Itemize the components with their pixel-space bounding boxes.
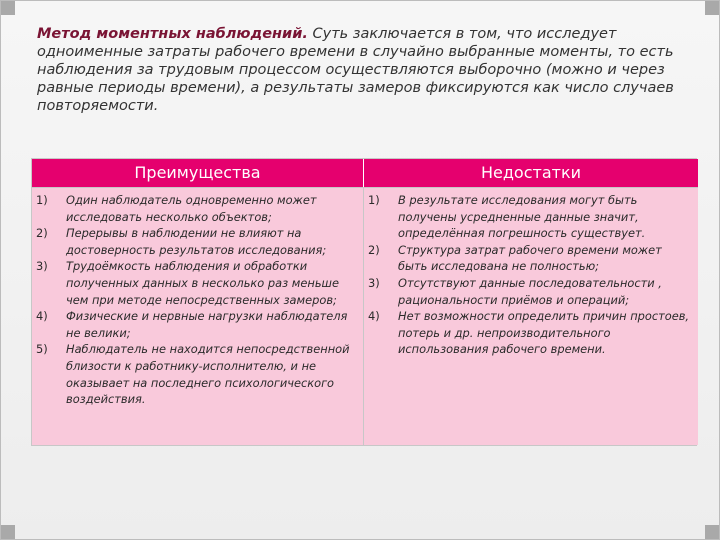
disadvantage-item bbox=[368, 242, 694, 275]
intro-term: Метод моментных наблюдений. bbox=[37, 26, 308, 42]
advantage-item bbox=[36, 308, 359, 341]
advantage-item-text: Наблюдатель не находится непосредственной близости к работнику-исполнителю, и не оказывает на последнего психологического воздействия. bbox=[66, 342, 350, 407]
advantages-header: Преимущества bbox=[32, 159, 364, 187]
disadvantages-list bbox=[368, 192, 694, 358]
disadvantage-item-text: Структура затрат рабочего времени может быть исследована не полностью; bbox=[398, 242, 662, 274]
disadvantage-item bbox=[368, 308, 694, 358]
intro-paragraph bbox=[37, 25, 687, 115]
intro-text: Суть заключается в том, что исследует одноименные затраты рабочего времени в случайно выбранные моменты, то есть наблюдения за трудовым процессом осуществляются выборочно (можно и через равные периоды времени), а результаты замеров фиксируются как число случаев повторяемости. bbox=[37, 26, 674, 114]
advantage-item bbox=[36, 258, 359, 308]
advantage-item-number: 2) bbox=[36, 226, 48, 241]
advantage-item-number: 3) bbox=[36, 259, 48, 274]
advantage-item bbox=[36, 225, 359, 258]
disadvantage-item-number: 3) bbox=[368, 275, 380, 290]
disadvantage-item-text: Нет возможности определить причин простоев, потерь и др. непроизводительного использования рабочего времени. bbox=[398, 309, 690, 357]
advantage-item-number: 4) bbox=[36, 309, 48, 324]
disadvantage-item-number: 2) bbox=[368, 242, 380, 257]
advantage-item bbox=[36, 341, 359, 407]
disadvantages-header: Недостатки bbox=[364, 159, 698, 187]
disadvantage-item bbox=[368, 192, 694, 242]
disadvantage-item-number: 1) bbox=[368, 193, 380, 207]
advantage-item-text: Один наблюдатель одновременно может исследовать несколько объектов; bbox=[66, 193, 317, 224]
disadvantages-cell bbox=[364, 187, 698, 445]
advantage-item-text: Перерывы в наблюдении не влияют на достоверность результатов исследования; bbox=[66, 226, 327, 257]
slide-corner bbox=[705, 525, 719, 539]
advantage-item-number: 5) bbox=[36, 342, 48, 357]
slide-corner bbox=[705, 1, 719, 15]
advantages-list bbox=[36, 192, 359, 408]
disadvantage-item-text: В результате исследования могут быть получены усредненные данные значит, определённая погрешность существует. bbox=[398, 193, 646, 241]
comparison-table bbox=[31, 158, 697, 446]
disadvantage-item bbox=[368, 275, 694, 308]
disadvantage-item-text: Отсутствуют данные последовательности , рациональности приёмов и операций; bbox=[398, 275, 662, 307]
advantage-item bbox=[36, 192, 359, 225]
advantage-item-text: Трудоёмкость наблюдения и обработки полученных данных в несколько раз меньше чем при методе непосредственных замеров; bbox=[66, 259, 339, 307]
advantages-cell bbox=[32, 187, 364, 445]
advantage-item-number: 1) bbox=[36, 193, 48, 207]
slide-corner bbox=[1, 1, 15, 15]
slide-corner bbox=[1, 525, 15, 539]
disadvantage-item-number: 4) bbox=[368, 309, 380, 324]
advantage-item-text: Физические и нервные нагрузки наблюдателя не велики; bbox=[66, 309, 348, 340]
